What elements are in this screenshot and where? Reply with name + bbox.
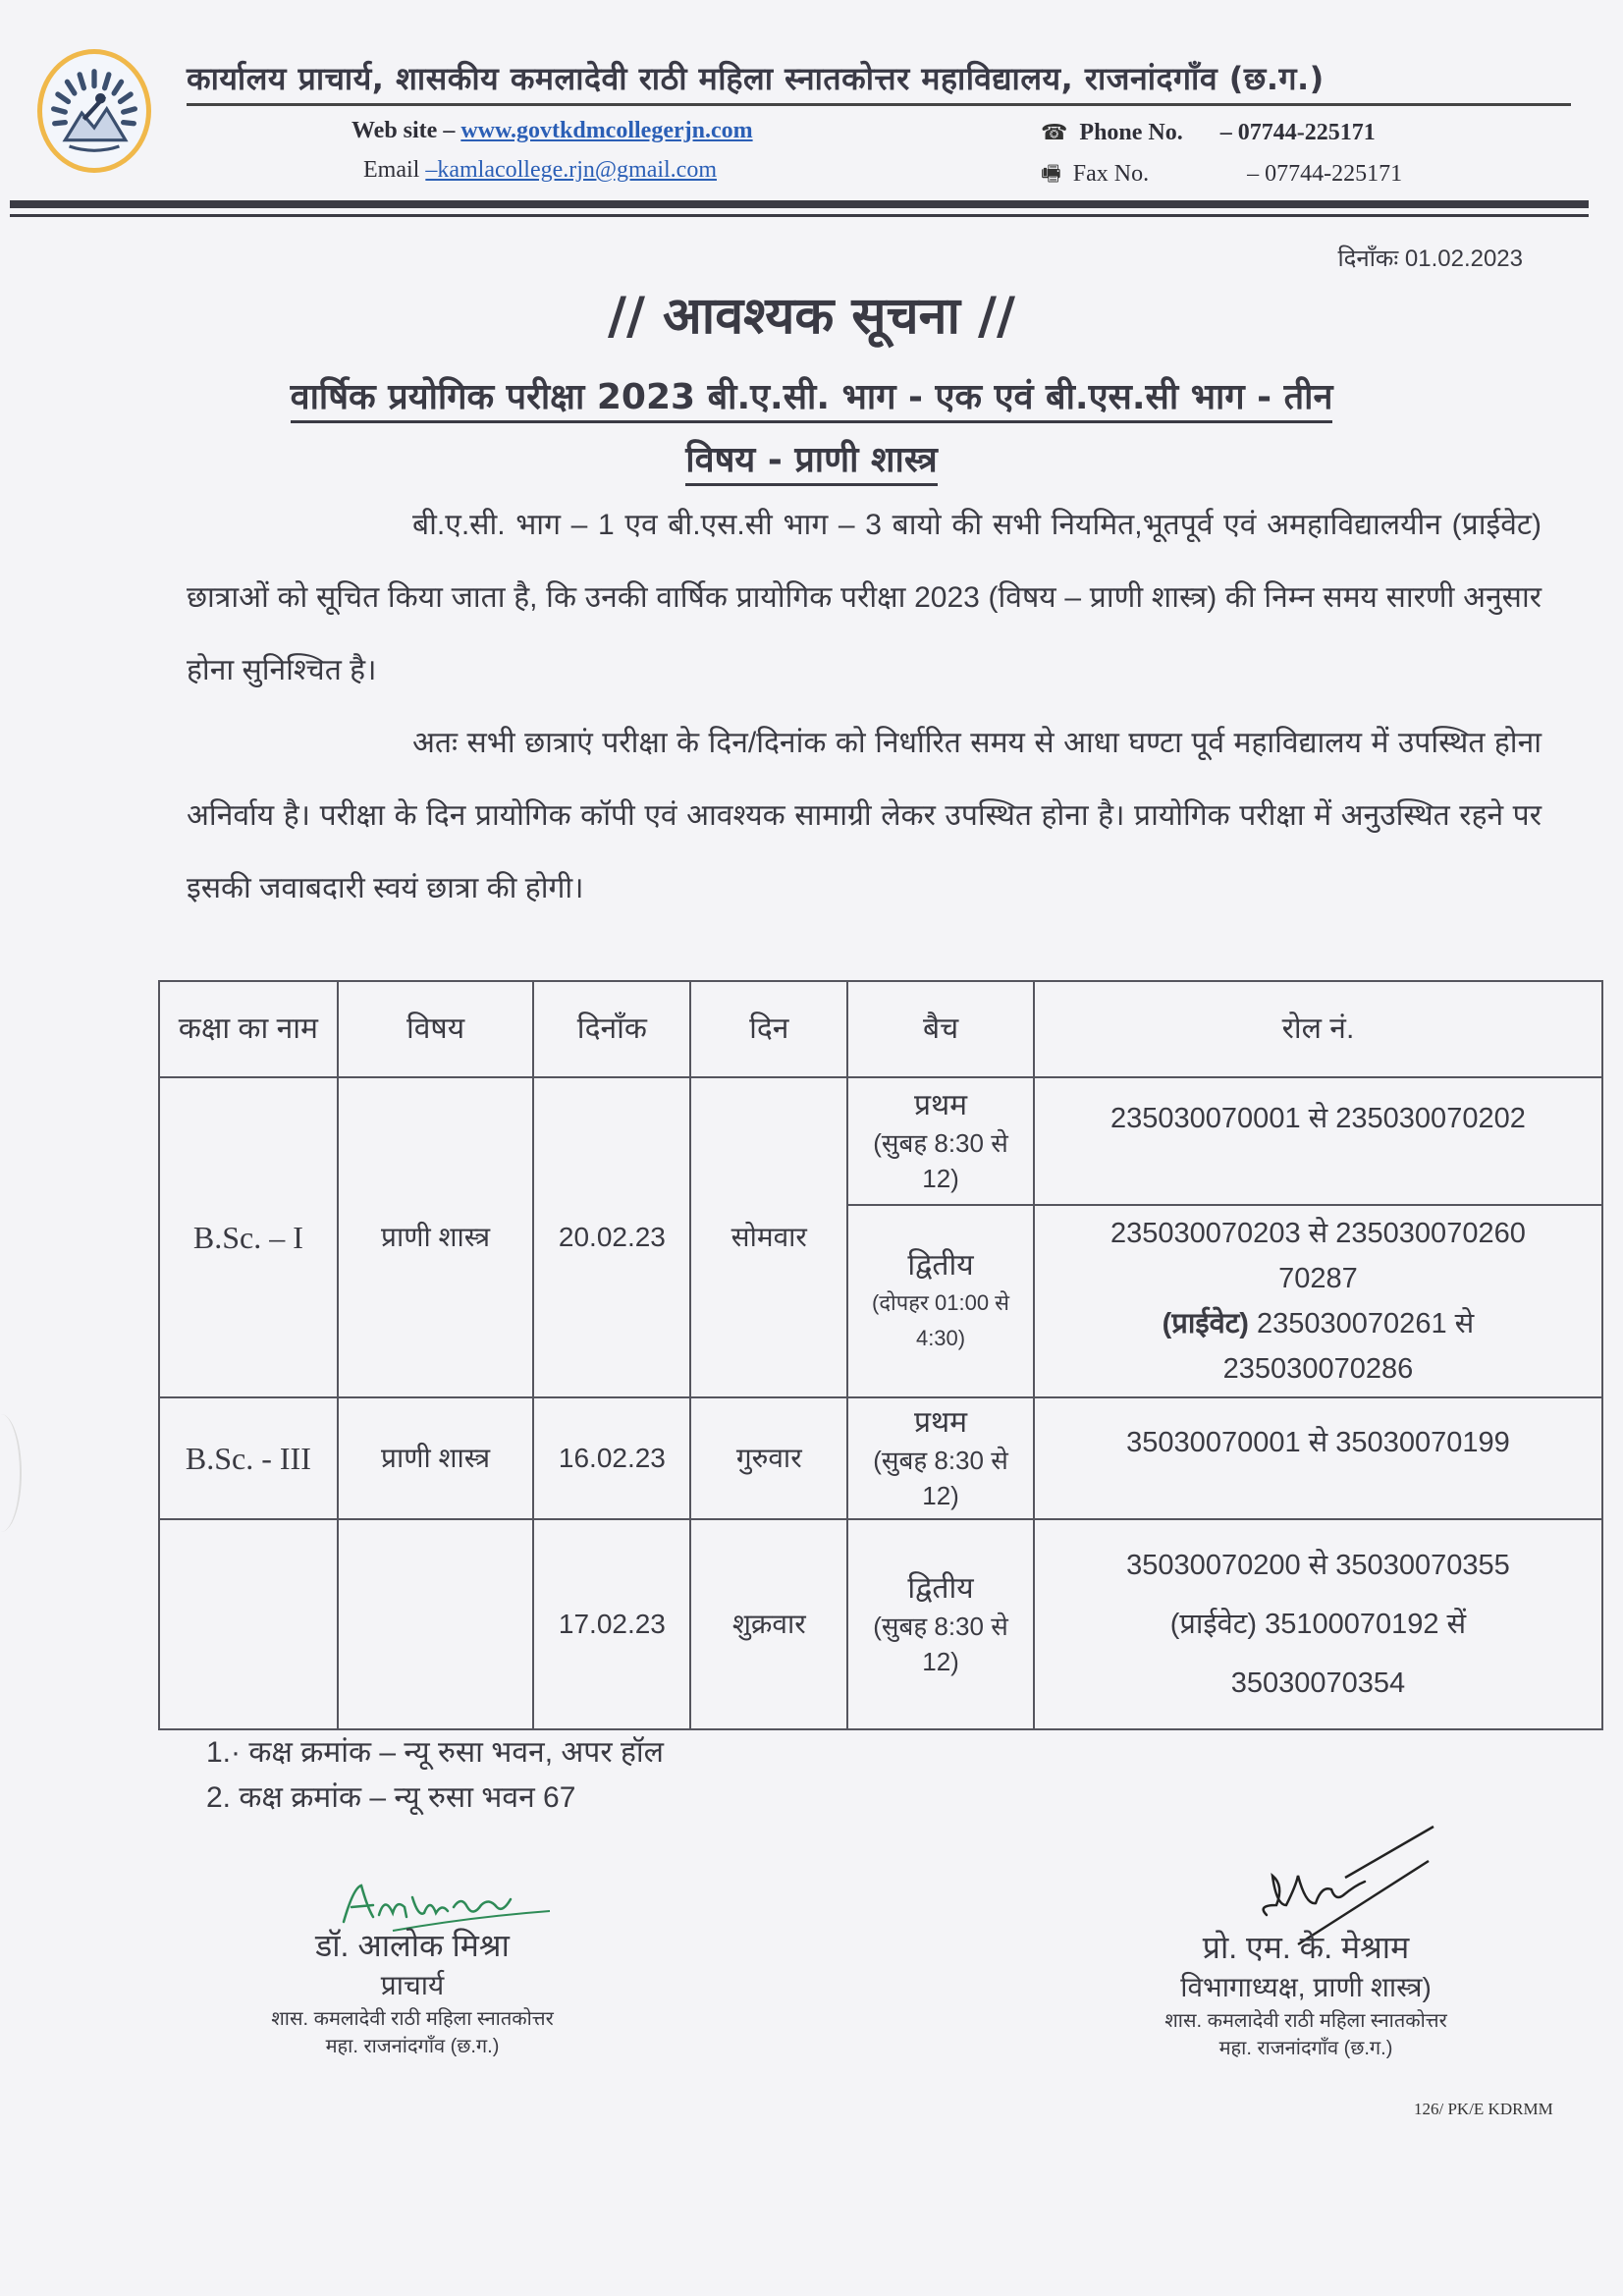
table-row	[159, 1077, 1602, 1205]
private-label: (प्राईवेट)	[1162, 1308, 1249, 1339]
batch-cell	[847, 1397, 1034, 1519]
room-notes	[206, 1730, 664, 1821]
college-title: कार्यालय प्राचार्य, शासकीय कमलादेवी राठी महिला स्नातकोत्तर महाविद्यालय, राजनांदगाँव (छ.ग.)	[187, 57, 1571, 106]
phone-line	[1041, 120, 1376, 146]
table-header-row	[159, 981, 1602, 1077]
private-roll-line	[1041, 1301, 1596, 1346]
room-note: 2. कक्ष क्रमांक – न्यू रुसा भवन 67	[206, 1781, 576, 1814]
class-cell: B.Sc. - III	[159, 1397, 338, 1519]
header-day: दिन	[690, 981, 847, 1077]
batch-name: प्रथम	[913, 1089, 968, 1121]
email-line	[363, 157, 717, 184]
private-roll-start: 235030070261 से	[1257, 1308, 1475, 1339]
fax-label: Fax No.	[1072, 161, 1150, 187]
batch-time: (सुबह 8:30 से 12)	[873, 1128, 1008, 1193]
batch-cell	[847, 1205, 1034, 1397]
batch-name: द्वितीय	[907, 1249, 974, 1282]
principal-name: डॉ. आलोक मिश्रा	[315, 1928, 510, 1963]
header-divider-thin	[10, 214, 1589, 217]
email-label: Email	[363, 157, 420, 183]
day-cell: सोमवार	[690, 1077, 847, 1397]
header-subject: विषय	[338, 981, 534, 1077]
subject-heading-text: विषय - प्राणी शास्त्र	[685, 440, 937, 486]
fax-line	[1041, 157, 1402, 194]
principal-institution-line1: शास. कमलादेवी राठी महिला स्नातकोत्तर	[271, 2008, 554, 2030]
phone-number: – 07744-225171	[1219, 120, 1376, 145]
table-row	[159, 1397, 1602, 1519]
roll-range: 235030070001 से 235030070202	[1110, 1103, 1526, 1134]
batch-cell	[847, 1077, 1034, 1205]
batch-time: (सुबह 8:30 से 12)	[873, 1446, 1008, 1510]
college-logo-icon	[42, 54, 146, 168]
day-cell: गुरुवार	[690, 1397, 847, 1519]
day-cell: शुक्रवार	[690, 1519, 847, 1729]
room-note: 1.· कक्ष क्रमांक – न्यू रुसा भवन, अपर हॉल	[206, 1736, 664, 1769]
roll-cell	[1034, 1077, 1602, 1205]
roll-range: 35030070200 से 35030070355	[1126, 1550, 1510, 1581]
website-label: Web site –	[352, 118, 456, 143]
subject-heading	[0, 434, 1623, 482]
principal-designation: प्राचार्य	[380, 1970, 445, 2000]
header-roll: रोल नं.	[1034, 981, 1602, 1077]
batch-cell	[847, 1519, 1034, 1729]
hod-name: प्रो. एम. के. मेश्राम	[1202, 1930, 1410, 1965]
website-line	[352, 118, 753, 144]
private-roll-end: 35030070354	[1230, 1667, 1406, 1699]
reference-code: 126/ PK/E KDRMM	[1414, 2100, 1553, 2118]
hod-signature-block	[1109, 1927, 1502, 2062]
hod-institution-line1: शास. कमलादेवी राठी महिला स्नातकोत्तर	[1164, 2010, 1447, 2032]
fax-icon: 🖷	[1041, 161, 1061, 186]
exam-schedule-table	[158, 980, 1603, 1730]
date-cell: 16.02.23	[533, 1397, 690, 1519]
notice-paragraph-1: बी.ए.सी. भाग – 1 एव बी.एस.सी भाग – 3 बायो की सभी नियमित,भूतपूर्व एवं अमहाविद्यालयीन (प्राईवेट) छात्राओं को सूचित किया जाता है, कि उनकी वार्षिक प्रायोगिक परीक्षा 2023 (विषय – प्राणी शास्त्र) की निम्न समय सारणी अनुसार होना सुनिश्चित है।	[187, 509, 1542, 686]
batch-time: (सुबह 8:30 से 12)	[873, 1612, 1008, 1676]
phone-label: Phone No.	[1079, 120, 1183, 145]
header-class: कक्षा का नाम	[159, 981, 338, 1077]
date-cell: 20.02.23	[533, 1077, 690, 1397]
subject-cell	[338, 1519, 534, 1729]
fax-number: – 07744-225171	[1247, 161, 1403, 187]
table-row	[159, 1519, 1602, 1729]
header-date: दिनाँक	[533, 981, 690, 1077]
telephone-icon: ☎	[1041, 120, 1068, 144]
batch-name: द्वितीय	[907, 1572, 974, 1605]
roll-range: 235030070203 से 235030070260	[1110, 1218, 1526, 1249]
date-cell: 17.02.23	[533, 1519, 690, 1729]
principal-signature-block	[216, 1925, 609, 2060]
subject-cell: प्राणी शास्त्र	[338, 1077, 534, 1397]
email-link[interactable]: –kamlacollege.rjn@gmail.com	[425, 157, 717, 183]
hod-designation: विभागाध्यक्ष, प्राणी शास्त्र)	[1180, 1972, 1432, 2002]
college-logo	[37, 49, 151, 173]
exam-subheading	[0, 371, 1623, 419]
private-roll-line: (प्राईवेट) 35100070192 सें	[1169, 1609, 1467, 1640]
roll-range: 35030070001 से 35030070199	[1126, 1427, 1510, 1458]
hod-institution-line2: महा. राजनांदगाँव (छ.ग.)	[1218, 2038, 1393, 2059]
notice-paragraph-2: अतः सभी छात्राएं परीक्षा के दिन/दिनांक को निर्धारित समय से आधा घण्टा पूर्व महाविद्यालय में उपस्थित होना अनिर्वाय है। परीक्षा के दिन प्रायोगिक कॉपी एवं आवश्यक सामाग्री लेकर उपस्थित होना है। प्रायोगिक परीक्षा में अनुउस्थित रहने पर इसकी जवाबदारी स्वयं छात्रा की होगी।	[187, 727, 1542, 904]
subject-cell: प्राणी शास्त्र	[338, 1397, 534, 1519]
principal-institution-line2: महा. राजनांदगाँव (छ.ग.)	[325, 2036, 500, 2057]
header-divider-thick	[10, 200, 1589, 208]
roll-cell	[1034, 1205, 1602, 1397]
batch-time: (दोपहर 01:00 से 4:30)	[872, 1290, 1010, 1350]
roll-cell	[1034, 1397, 1602, 1519]
roll-range-extra: 70287	[1278, 1263, 1358, 1294]
private-roll-end: 235030070286	[1222, 1353, 1414, 1385]
class-cell: B.Sc. – I	[159, 1077, 338, 1397]
notice-heading: // आवश्यक सूचना //	[607, 287, 1016, 346]
scan-page-edge	[0, 1414, 22, 1532]
class-cell	[159, 1519, 338, 1729]
batch-name: प्रथम	[913, 1406, 968, 1439]
exam-subheading-text: वार्षिक प्रयोगिक परीक्षा 2023 बी.ए.सी. भाग - एक एवं बी.एस.सी भाग - तीन	[291, 377, 1333, 423]
notice-date: दिनाँकः 01.02.2023	[1337, 246, 1523, 272]
header-batch: बैच	[847, 981, 1034, 1077]
roll-cell	[1034, 1519, 1602, 1729]
website-link[interactable]: www.govtkdmcollegerjn.com	[460, 118, 753, 143]
